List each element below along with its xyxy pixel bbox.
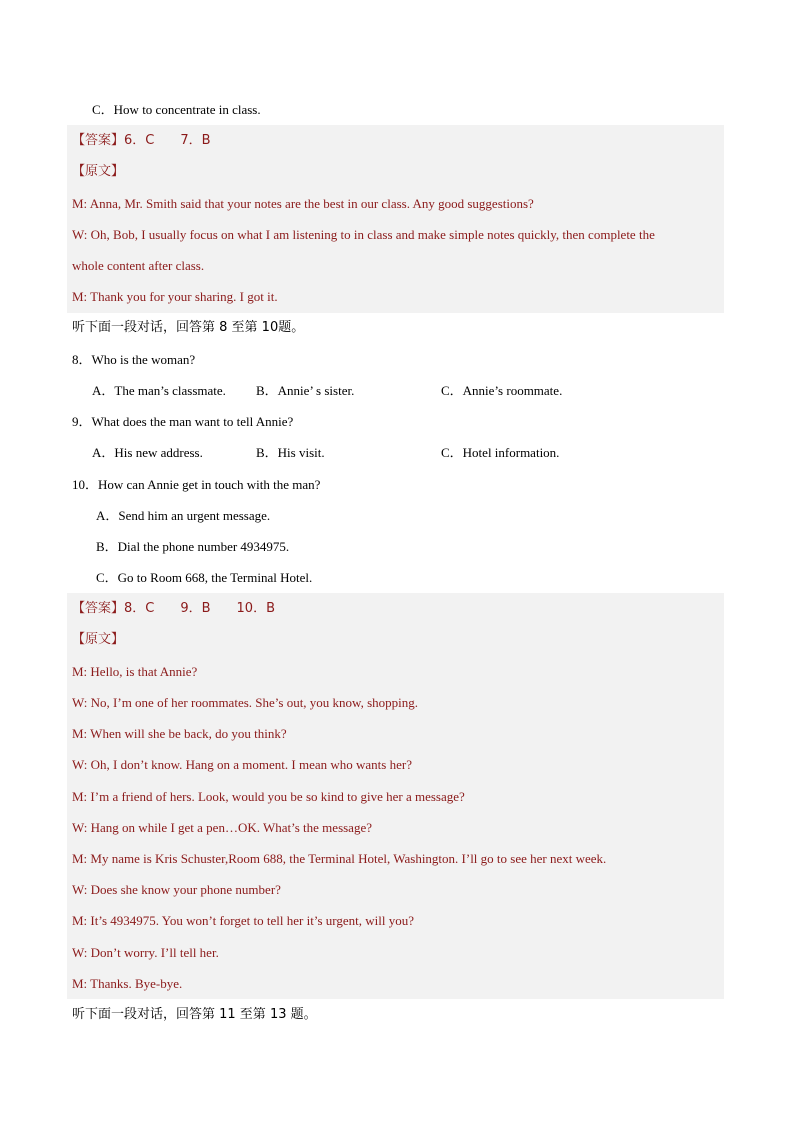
- transcript-line: W: Don’t worry. I’ll tell her.: [72, 945, 219, 960]
- question-10-option-a: A．Send him an urgent message.: [96, 508, 271, 523]
- question-8-stem: 8．Who is the woman?: [72, 352, 196, 367]
- question-9-option-b: B．His visit.: [256, 445, 325, 460]
- question-9-option-c: C．Hotel information.: [441, 445, 560, 460]
- question-8-option-b: B．Annie’ s sister.: [256, 383, 355, 398]
- transcript-line: W: No, I’m one of her roommates. She’s out, you know, shopping.: [72, 695, 419, 710]
- answer-label: 【答案】8．C 9．B 10．B: [72, 601, 275, 616]
- section-intro: 听下面一段对话，回答第 8 至第 10题。: [72, 320, 305, 335]
- transcript-line: whole content after class.: [72, 258, 205, 273]
- question-option-c: C．How to concentrate in class.: [92, 102, 261, 117]
- transcript-line: M: It’s 4934975. You won’t forget to tell her it’s urgent, will you?: [72, 913, 414, 928]
- transcript-line: M: When will she be back, do you think?: [72, 726, 287, 741]
- question-10-option-c: C．Go to Room 668, the Terminal Hotel.: [96, 570, 313, 585]
- answer-block-1: [67, 125, 724, 313]
- question-9-stem: 9．What does the man want to tell Annie?: [72, 414, 294, 429]
- question-8-option-a: A．The man’s classmate.: [92, 383, 226, 398]
- question-10-option-b: B．Dial the phone number 4934975.: [96, 539, 290, 554]
- transcript-label: 【原文】: [72, 164, 125, 179]
- transcript-line: M: My name is Kris Schuster,Room 688, the Terminal Hotel, Washington. I’ll go to see her next week.: [72, 851, 607, 866]
- transcript-line: M: Anna, Mr. Smith said that your notes are the best in our class. Any good suggestions?: [72, 196, 534, 211]
- question-8-option-c: C．Annie’s roommate.: [441, 383, 563, 398]
- transcript-line: W: Oh, Bob, I usually focus on what I am listening to in class and make simple notes quickly, then complete the: [72, 227, 655, 242]
- transcript-label: 【原文】: [72, 632, 125, 647]
- question-10-stem: 10．How can Annie get in touch with the man?: [72, 477, 321, 492]
- question-9-option-a: A．His new address.: [92, 445, 203, 460]
- transcript-line: M: Thanks. Bye-bye.: [72, 976, 183, 991]
- transcript-line: M: Hello, is that Annie?: [72, 664, 198, 679]
- transcript-line: W: Does she know your phone number?: [72, 882, 281, 897]
- transcript-line: M: I’m a friend of hers. Look, would you be so kind to give her a message?: [72, 789, 465, 804]
- section-intro: 听下面一段对话，回答第 11 至第 13 题。: [72, 1007, 317, 1022]
- answer-label: 【答案】6．C 7．B: [72, 133, 211, 148]
- transcript-line: W: Hang on while I get a pen…OK. What’s the message?: [72, 820, 372, 835]
- transcript-line: W: Oh, I don’t know. Hang on a moment. I mean who wants her?: [72, 757, 412, 772]
- transcript-line: M: Thank you for your sharing. I got it.: [72, 289, 278, 304]
